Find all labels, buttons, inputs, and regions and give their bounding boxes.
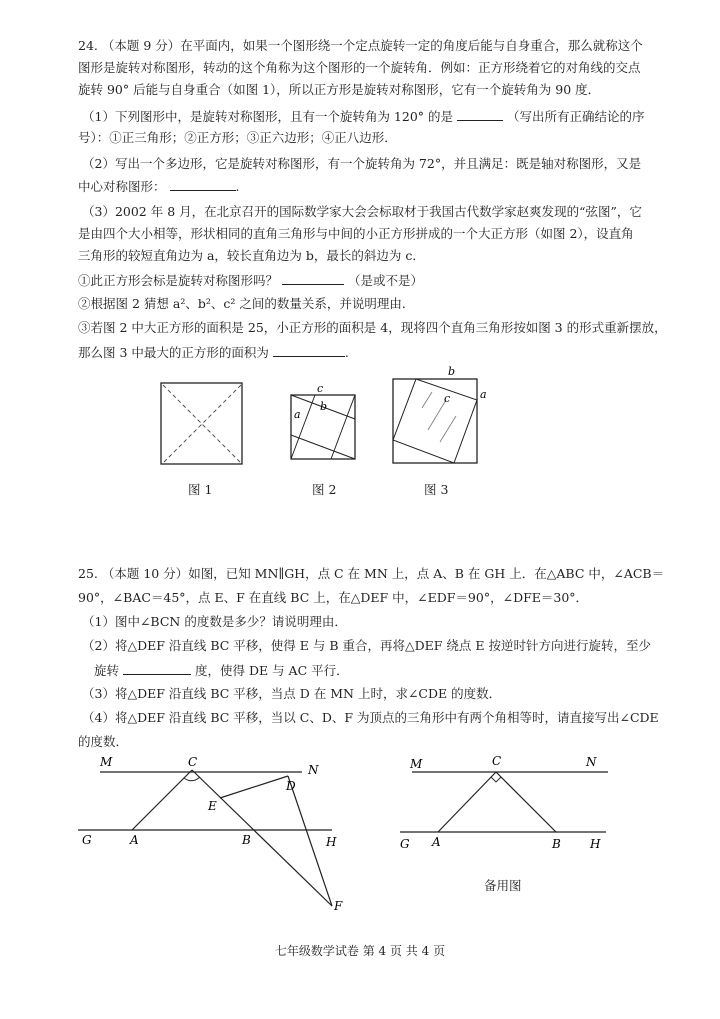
point-A: A bbox=[130, 833, 139, 847]
point-C: C bbox=[188, 755, 198, 769]
spare-figure-caption: 备用图 bbox=[484, 878, 522, 893]
q24-line2: 图形是旋转对称图形，转动的这个角称为这个图形的一个旋转角．例如：正方形绕着它的对角线的交点 bbox=[78, 60, 641, 75]
point-H: H bbox=[590, 837, 601, 851]
point-N: N bbox=[586, 755, 597, 769]
point-E: E bbox=[208, 799, 217, 813]
q24-part2-text: 中心对称图形： bbox=[78, 179, 166, 194]
q25-part2-line2 bbox=[82, 660, 662, 681]
q24-line1: 24. （本题 9 分）在平面内，如果一个图形绕一个定点旋转一定的角度后能与自身重合，那么就称这个 bbox=[78, 38, 643, 53]
figure-1-square bbox=[160, 382, 244, 466]
q25-line1: 25. （本题 10 分）如图，已知 MN∥GH，点 C 在 MN 上，点 A、B 在 GH 上．在△ABC 中，∠ACB＝ bbox=[78, 566, 665, 581]
q24-sub2: ②根据图 2 猜想 a²、b²、c² 之间的数量关系，并说明理由． bbox=[78, 296, 415, 311]
q24-sub1-hint: （是或不是） bbox=[347, 273, 423, 288]
q25-part1: （1）图中∠BCN 的度数是多少？请说明理由． bbox=[82, 614, 347, 629]
q24-part2: （2）写出一个多边形，它是旋转对称图形，有一个旋转角为 72°，并且满足：既是轴对称图形，又是 bbox=[82, 156, 642, 171]
point-F: F bbox=[334, 899, 343, 913]
answer-blank bbox=[170, 176, 236, 191]
label-b: b bbox=[448, 365, 456, 378]
q24-line3: 旋转 90° 后能与自身重合（如图 1），所以正方形是旋转对称图形，它有一个旋转角为 90 度． bbox=[78, 82, 601, 97]
q25-part4-line1: （4）将△DEF 沿直线 BC 平移，当以 C、D、F 为顶点的三角形中有两个角相等时，请直接写出∠CDE bbox=[82, 710, 659, 725]
point-N: N bbox=[308, 763, 319, 777]
point-B: B bbox=[552, 837, 561, 851]
point-H: H bbox=[326, 835, 337, 849]
q24-part2-b: 中心对称图形： . bbox=[78, 176, 658, 197]
q24-sub3-text: 那么图 3 中最大的正方形的面积为 bbox=[78, 345, 269, 360]
q25-spare-figure bbox=[398, 752, 618, 854]
q24-sub3-line2: 那么图 3 中最大的正方形的面积为 . bbox=[78, 342, 658, 363]
point-M: M bbox=[100, 755, 113, 769]
q24-sub3-line1: ③若图 2 中大正方形的面积是 25，小正方形的面积是 4，现将四个直角三角形按如图 3 的形式重新摆放， bbox=[78, 320, 667, 335]
figure-3-caption: 图 3 bbox=[424, 482, 449, 497]
point-C: C bbox=[492, 754, 502, 768]
point-A: A bbox=[432, 835, 441, 849]
label-c: c bbox=[317, 382, 324, 395]
point-G: G bbox=[400, 837, 410, 851]
q24-sub1-text: ①此正方形会标是旋转对称图形吗？ bbox=[78, 273, 279, 288]
answer-blank bbox=[273, 342, 345, 357]
label-a: a bbox=[480, 388, 487, 401]
label-a: a bbox=[294, 408, 301, 421]
answer-blank bbox=[123, 660, 191, 675]
point-M: M bbox=[410, 757, 423, 771]
q25-part2-text: 旋转 bbox=[94, 663, 120, 678]
label-c: c bbox=[444, 392, 451, 405]
q24-part3-line2: 是由四个大小相等，形状相同的直角三角形与中间的小正方形拼成的一个大正方形（如图 2），设直角 bbox=[78, 226, 634, 241]
q24-part1-options: 号）：①正三角形；②正方形；③正六边形；④正八边形． bbox=[78, 130, 397, 145]
q24-part1 bbox=[82, 106, 662, 127]
figure-2-label-a bbox=[290, 404, 310, 424]
q24-part1-hint: （写出所有正确结论的序 bbox=[506, 109, 645, 124]
q25-part2-tail: 度，使得 DE 与 AC 平行． bbox=[194, 663, 349, 678]
q24-part3-line3: 三角形的较短直角边为 a，较长直角边为 b，最长的斜边为 c． bbox=[78, 248, 425, 263]
figure-2-caption: 图 2 bbox=[312, 482, 337, 497]
point-G: G bbox=[82, 833, 92, 847]
q24-sub1 bbox=[78, 270, 658, 291]
q24-part1-text: （1）下列图形中，是旋转对称图形，且有一个旋转角为 120° 的是 bbox=[82, 109, 454, 124]
point-B: B bbox=[242, 833, 251, 847]
point-D: D bbox=[286, 779, 296, 793]
figure-3-labels bbox=[430, 362, 500, 412]
answer-blank bbox=[457, 106, 503, 121]
q24-part3-line1: （3）2002 年 8 月，在北京召开的国际数学家大会会标取材于我国古代数学家赵爽发现的“弦图”，它 bbox=[82, 204, 642, 219]
q25-main-figure bbox=[70, 752, 360, 918]
answer-blank bbox=[282, 270, 344, 285]
page-footer: 七年级数学试卷 第 4 页 共 4 页 bbox=[274, 944, 446, 958]
label-b: b bbox=[320, 400, 328, 413]
q25-part2-line1: （2）将△DEF 沿直线 BC 平移，使得 E 与 B 重合，再将△DEF 绕点 E 按逆时针方向进行旋转，至少 bbox=[82, 638, 651, 653]
q25-part3: （3）将△DEF 沿直线 BC 平移，当点 D 在 MN 上时，求∠CDE 的度数． bbox=[82, 686, 502, 701]
figure-1-caption: 图 1 bbox=[188, 482, 213, 497]
q25-part4-line2: 的度数． bbox=[78, 734, 129, 749]
q25-line2: 90°，∠BAC＝45°，点 E、F 在直线 BC 上，在△DEF 中，∠EDF＝90°，∠DFE＝30°． bbox=[78, 590, 589, 605]
